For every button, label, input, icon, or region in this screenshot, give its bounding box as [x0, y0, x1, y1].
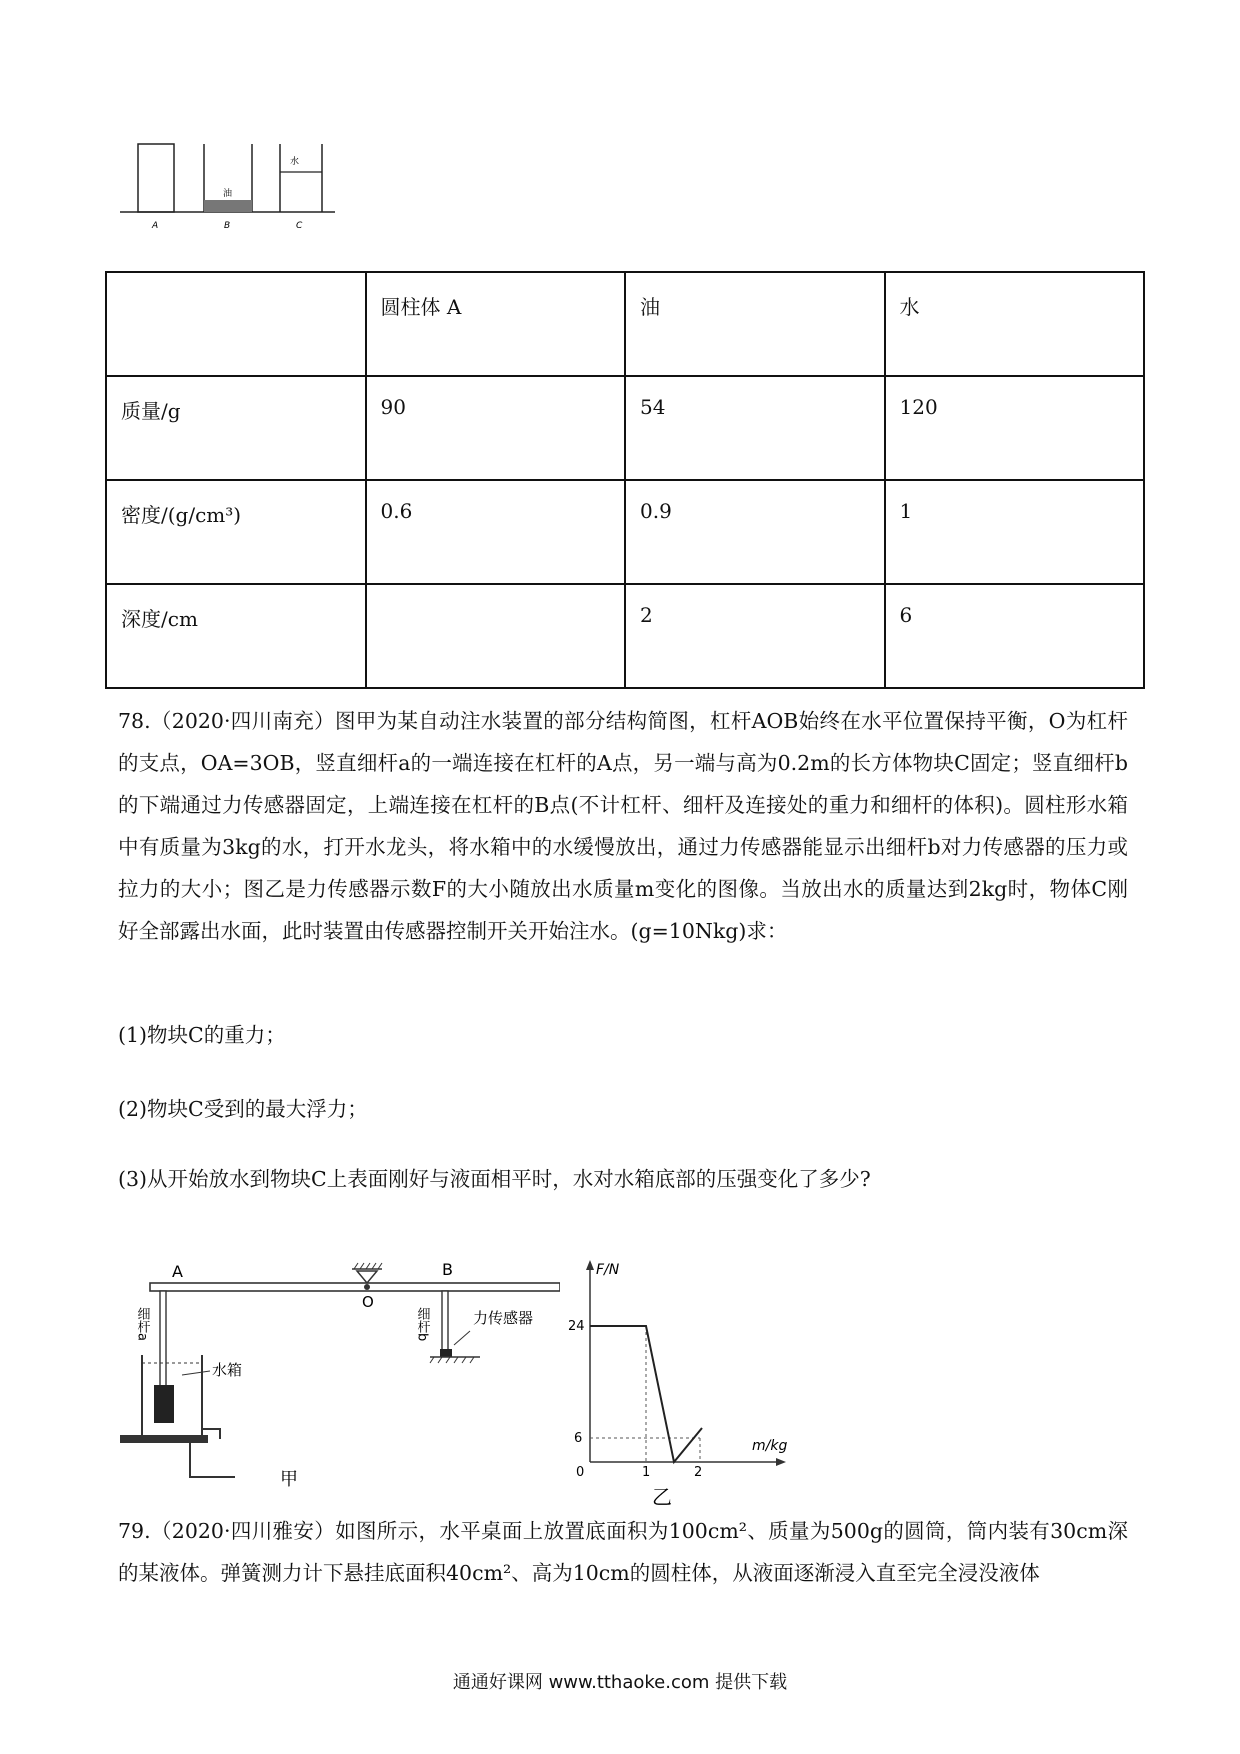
table-header-row — [106, 272, 1144, 376]
tick-x-2: 2 — [694, 1465, 703, 1480]
tick-y-24: 24 — [568, 1319, 585, 1334]
table-cell: 油 — [625, 272, 885, 376]
table-row — [106, 480, 1144, 584]
x-axis-label: m/kg — [752, 1438, 788, 1454]
table-cell: 120 — [885, 376, 1145, 480]
tank-label: 水箱 — [212, 1361, 243, 1379]
question-78-sub3: (3)从开始放水到物块C上表面刚好与液面相平时，水对水箱底部的压强变化了多少? — [118, 1167, 871, 1191]
figure-yi — [560, 1250, 810, 1510]
label-a-lever: A — [172, 1262, 183, 1281]
table-cell: 90 — [366, 376, 626, 480]
rod-b — [442, 1291, 448, 1351]
question-78-sub2: (2)物块C受到的最大浮力； — [118, 1097, 368, 1121]
cylinder-a — [138, 144, 174, 212]
table-cell: 深度/cm — [106, 584, 366, 688]
label-b: B — [224, 221, 231, 231]
table-cell: 0.9 — [625, 480, 885, 584]
lever-aob — [150, 1283, 560, 1291]
force-sensor — [440, 1349, 452, 1357]
oil-label: 油 — [223, 189, 233, 199]
rod-a-label: 细杆a — [134, 1307, 150, 1341]
label-a: A — [152, 221, 159, 231]
table-cell: 水 — [885, 272, 1145, 376]
containers-diagram — [120, 130, 340, 240]
table-cell: 0.6 — [366, 480, 626, 584]
table-cell: 密度/(g/cm³) — [106, 480, 366, 584]
caption-yi: 乙 — [652, 1485, 672, 1509]
question-78-sub1: (1)物块C的重力； — [118, 1023, 286, 1047]
figure-jia — [120, 1245, 560, 1505]
table-cell — [366, 584, 626, 688]
table-cell: 1 — [885, 480, 1145, 584]
oil-layer — [204, 200, 252, 212]
table-cell: 质量/g — [106, 376, 366, 480]
question-79-text: 79.（2020·四川雅安）如图所示，水平桌面上放置底面积为100cm²、质量为500g的圆筒，筒内装有30cm深的某液体。弹簧测力计下悬挂底面积40cm²、高为10cm的圆柱体，从液面逐渐浸入直至完全浸没液体 — [118, 1519, 1128, 1585]
table-cell: 圆柱体 A — [366, 272, 626, 376]
rod-a — [160, 1291, 166, 1391]
label-c: C — [296, 221, 303, 231]
table-cell: 2 — [625, 584, 885, 688]
question-78-text: 78.（2020·四川南充）图甲为某自动注水装置的部分结构简图，杠杆AOB始终在水平位置保持平衡，O为杠杆的支点，OA=3OB，竖直细杆a的一端连接在杠杆的A点，另一端与高为0.2m的长方体物块C固定；竖直细杆b的下端通过力传感器固定，上端连接在杠杆的B点(不计杠杆、细杆及连接处的重力和细杆的体积)。圆柱形水箱中有质量为3kg的水，打开水龙头，将水箱中的水缓慢放出，通过力传感器能显示出细杆b对力传感器的压力或拉力的大小；图乙是力传感器示数F的大小随放出水质量m变化的图像。当放出水的质量达到2kg时，物体C刚好全部露出水面，此时装置由传感器控制开关开始注水。(g=10Nkg)求： — [118, 709, 1128, 943]
y-axis-label: F/N — [596, 1262, 620, 1278]
table-row — [106, 584, 1144, 688]
tick-x-0: 0 — [576, 1465, 585, 1480]
block-c — [154, 1385, 174, 1423]
footer-text: 通通好课网 www.tthaoke.com 提供下载 — [452, 1672, 788, 1693]
sensor-label: 力传感器 — [473, 1309, 534, 1327]
rod-b-label: 细杆b — [414, 1307, 430, 1342]
tick-x-1: 1 — [642, 1465, 651, 1480]
table-row — [106, 376, 1144, 480]
table-cell: 54 — [625, 376, 885, 480]
caption-jia: 甲 — [280, 1469, 298, 1490]
label-b-lever: B — [442, 1260, 453, 1279]
water-label: 水 — [290, 157, 300, 167]
tick-y-6: 6 — [574, 1431, 583, 1446]
pivot-o — [364, 1284, 370, 1290]
table-cell — [106, 272, 366, 376]
table-cell: 6 — [885, 584, 1145, 688]
label-o: O — [362, 1293, 374, 1311]
data-table — [105, 271, 1145, 689]
